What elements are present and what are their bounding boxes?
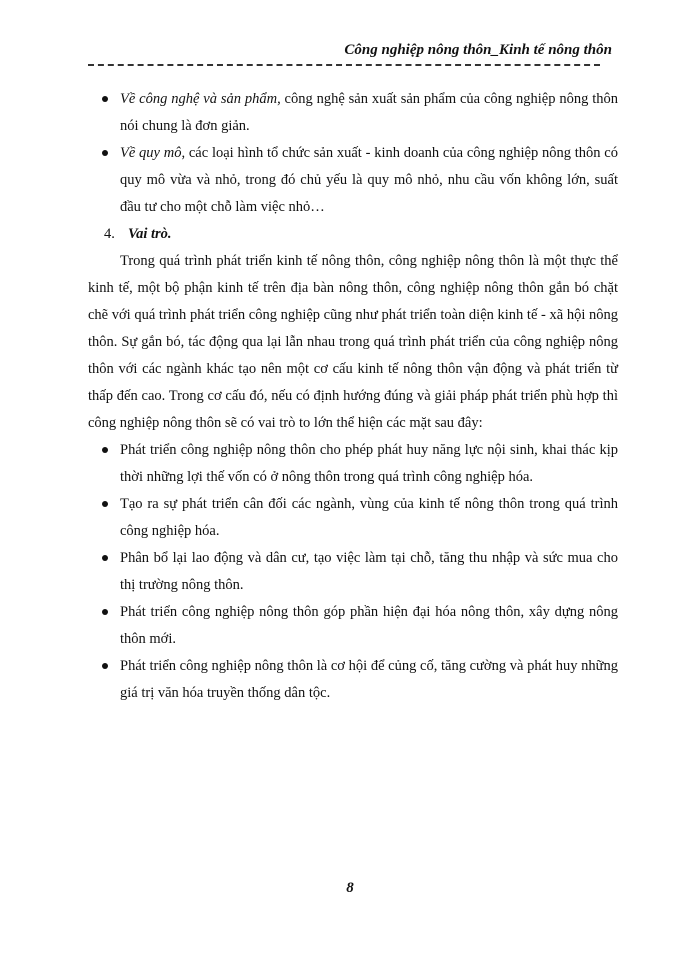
section-heading [88,221,618,248]
bullet-lead: Về công nghệ và sản phẩm [120,91,278,107]
bullet-text: Phát triển công nghiệp nông thôn góp phần hiện đại hóa nông thôn, xây dựng nông thôn mới. [120,604,618,647]
bullet-text: , các loại hình tổ chức sản xuất - kinh doanh của công nghiệp nông thôn có quy mô vừa và nhỏ, trong đó chủ yếu là quy mô nhỏ, nhu cầu vốn không lớn, suất đầu tư cho một chỗ làm việc nhỏ… [120,145,618,215]
bullet-icon [102,609,108,615]
section-paragraph: Trong quá trình phát triển kinh tế nông thôn, công nghiệp nông thôn là một thực thể kinh tế, một bộ phận kinh tế trên địa bàn nông thôn, công nghiệp nông thôn gắn bó chặt chẽ với quá trình phát triển công nghiệp cũng như phát triển toàn diện kinh tế - xã hội nông thôn. Sự gắn bó, tác động qua lại lẫn nhau trong quá trình phát triển của công nghiệp nông thôn với các ngành khác tạo nên một cơ cấu kinh tế nông thôn vận động và phát triển từ thấp đến cao. Trong cơ cấu đó, nếu có định hướng đúng và giải pháp phát triển phù hợp thì công nghiệp nông thôn sẽ có vai trò to lớn thể hiện các mặt sau đây: [88,253,618,431]
bullet-icon [102,447,108,453]
role-bullet [88,491,618,545]
role-bullet [88,545,618,599]
role-bullet [88,599,618,653]
bullet-text: , công nghệ sản xuất sản phẩm của công nghiệp nông thôn nói chung là đơn giản. [120,91,618,134]
intro-bullet [88,140,618,221]
page-body [88,86,618,707]
section-number: 4. [104,226,115,242]
bullet-icon [102,555,108,561]
bullet-text: Phát triển công nghiệp nông thôn cho phép phát huy năng lực nội sinh, khai thác kịp thời những lợi thế vốn có ở nông thôn trong quá trình công nghiệp hóa. [120,442,618,485]
intro-bullet [88,86,618,140]
role-bullet [88,653,618,707]
bullet-icon [102,96,108,102]
header-divider [88,64,600,66]
section-title: Vai trò. [128,226,172,242]
bullet-text: Phân bổ lại lao động và dân cư, tạo việc làm tại chỗ, tăng thu nhập và sức mua cho thị trường nông thôn. [120,550,618,593]
role-bullet [88,437,618,491]
bullet-text: Tạo ra sự phát triển cân đối các ngành, vùng của kinh tế nông thôn trong quá trình công nghiệp hóa. [120,496,618,539]
running-header: Công nghiệp nông thôn_Kinh tế nông thôn [344,42,612,58]
bullet-text: Phát triển công nghiệp nông thôn là cơ hội để củng cố, tăng cường và phát huy những giá trị văn hóa truyền thống dân tộc. [120,658,618,701]
bullet-icon [102,150,108,156]
bullet-icon [102,663,108,669]
bullet-lead: Về quy mô [120,145,182,161]
bullet-icon [102,501,108,507]
page-number: 8 [346,880,354,896]
